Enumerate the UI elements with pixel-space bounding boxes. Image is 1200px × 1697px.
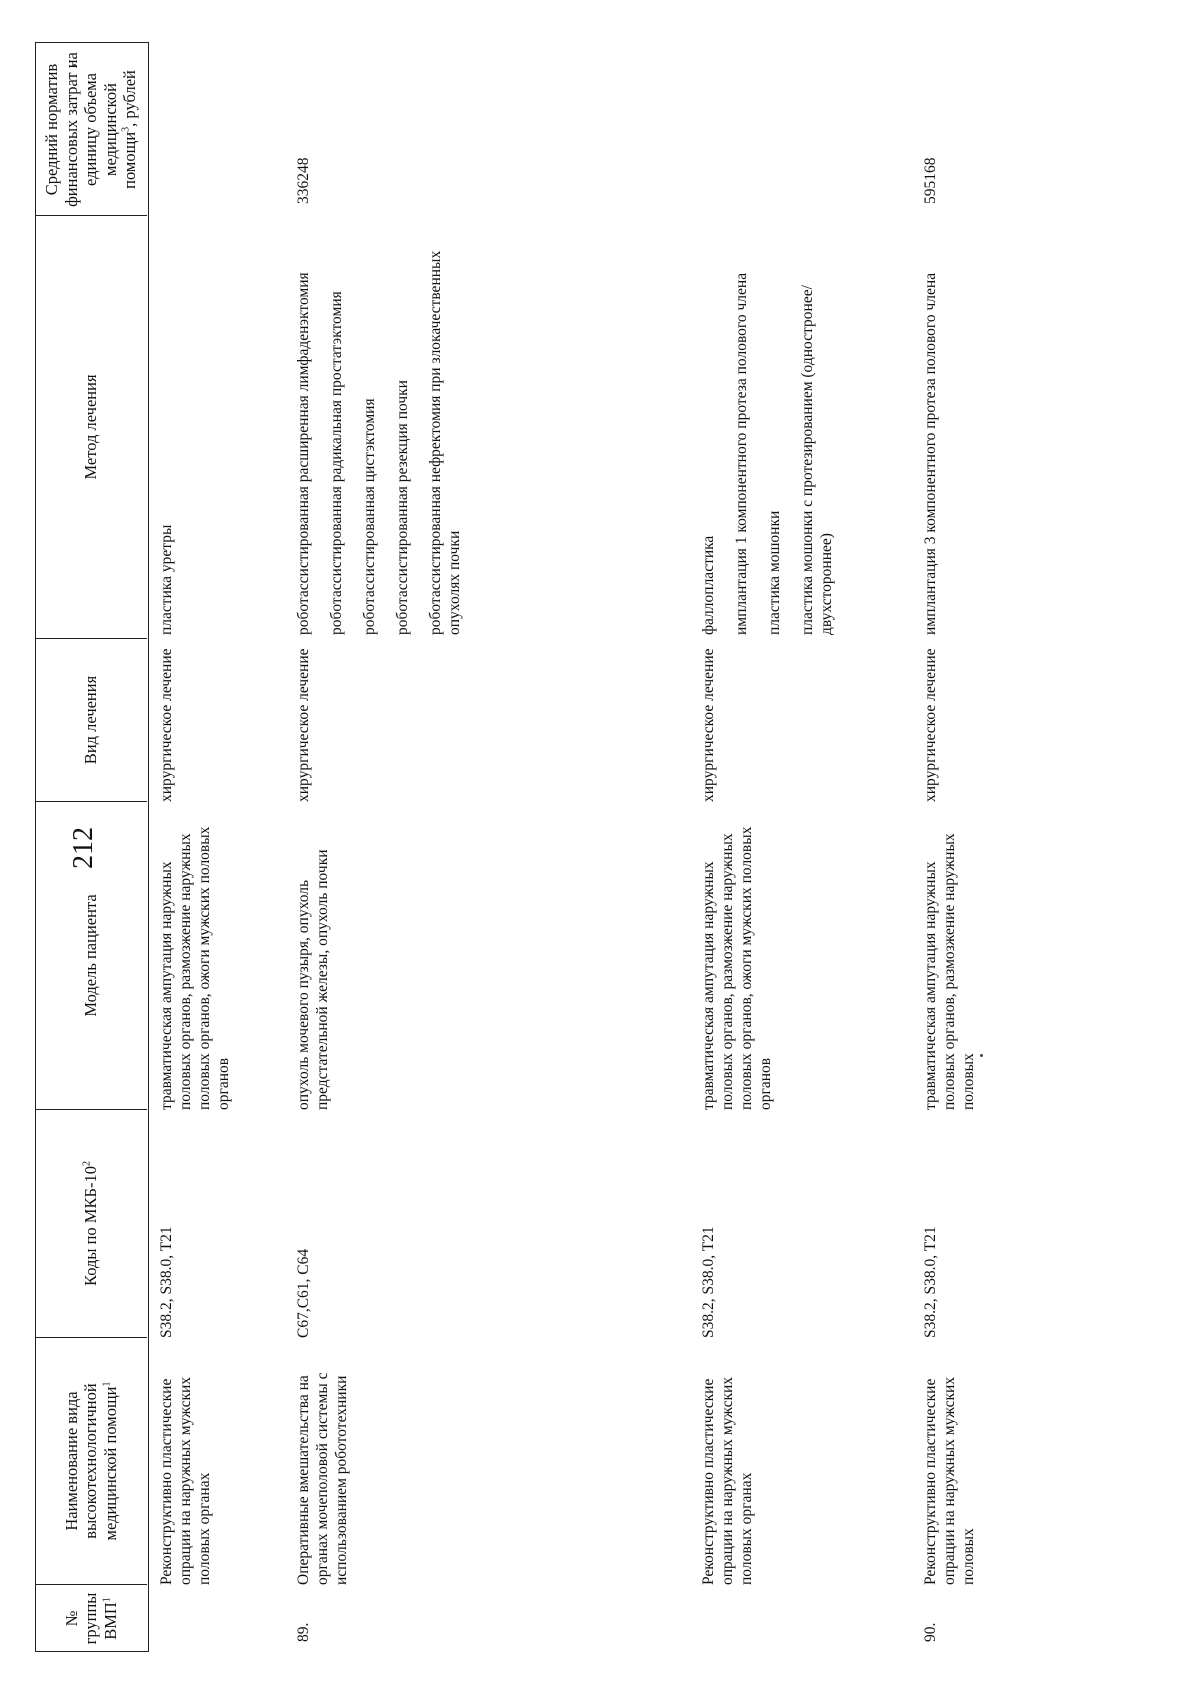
row-cost: 336248 bbox=[295, 157, 312, 204]
row-codes: C67,C61, C64 bbox=[295, 1248, 312, 1338]
row-number: 90. bbox=[922, 1622, 939, 1642]
method-item: имплантация 3 компонентного протеза полового члена bbox=[922, 272, 939, 635]
row-methods bbox=[158, 225, 191, 635]
method-item: роботассистированная расширенная лимфаденэктомия bbox=[295, 272, 312, 635]
method-item: пластика уретры bbox=[158, 524, 175, 635]
row-model: травматическая ампутация наружных половых органов, размозжение наружных половых bbox=[922, 833, 977, 1110]
method-item: роботассистированная радикальная простатэктомия bbox=[327, 291, 345, 635]
row-kind: хирургическое лечение bbox=[158, 648, 175, 802]
row-codes: S38.2, S38.0, T21 bbox=[700, 1226, 717, 1338]
row-model: травматическая ампутация наружных половых органов, размозжение наружных половых органов, ожоги мужских половых органов bbox=[158, 826, 232, 1110]
row-kind: хирургическое лечение bbox=[700, 648, 717, 802]
header-cell-method: Метод лечения bbox=[35, 216, 147, 639]
method-item: роботассистированная цистэктомия bbox=[360, 398, 378, 635]
row-methods bbox=[922, 225, 955, 635]
row-name: Реконструктивно пластические опрации на наружных мужских половых органах bbox=[158, 1376, 213, 1585]
header-cell-codes: Коды по МКБ-$10^2$ bbox=[35, 1110, 147, 1338]
header-cell-number: № группы ВМП$^1$ bbox=[61, 1592, 120, 1645]
row-codes: S38.2, S38.0, T21 bbox=[158, 1226, 175, 1338]
scan-speck bbox=[980, 1054, 983, 1057]
row-model: травматическая ампутация наружных половых органов, размозжение наружных половых органов, ожоги мужских половых органов bbox=[700, 826, 774, 1110]
row-cost: 595168 bbox=[922, 157, 939, 204]
method-item: роботассистированная резекция почки bbox=[393, 380, 411, 635]
row-kind: хирургическое лечение bbox=[922, 648, 939, 802]
page-number: 212 bbox=[68, 827, 99, 869]
method-item: имплантация 1 компонентного протеза полового члена bbox=[732, 272, 750, 635]
header-cell-model: Модель пациента bbox=[35, 802, 147, 1110]
row-name: Реконструктивно пластические опрации на наружных мужских половых органах bbox=[700, 1376, 755, 1585]
header-cell-kind: Вид лечения bbox=[35, 639, 147, 802]
row-methods bbox=[700, 225, 851, 635]
row-model: опухоль мочевого пузыря, опухоль предстательной железы, опухоль почки bbox=[295, 849, 331, 1110]
method-item: роботассистированная нефректомия при злокачественных опухолях почки bbox=[426, 250, 463, 635]
method-item: фаллопластика bbox=[700, 535, 717, 635]
row-methods bbox=[295, 225, 478, 635]
header-cell-cost: Средний норматив финансовых затрат на единицу объема медицинской помощи$^3$, рублей bbox=[35, 44, 147, 216]
method-item: пластика мошонки bbox=[765, 510, 783, 635]
row-codes: S38.2, S38.0, T21 bbox=[922, 1226, 939, 1338]
row-name: Оперативные вмешательства на органах мочеполовой системы с использованием робототехники bbox=[295, 1372, 350, 1585]
row-number: 89. bbox=[295, 1622, 312, 1642]
row-name: Реконструктивно пластические опрации на наружных мужских половых bbox=[922, 1376, 977, 1585]
row-kind: хирургическое лечение bbox=[295, 648, 312, 802]
header-cell-name: Наименование вида высокотехнологичной медицинской помощи$^1$ bbox=[35, 1338, 147, 1585]
method-item: пластика мошонки с протезированием (одностронее/двухстороннее) bbox=[798, 285, 835, 635]
